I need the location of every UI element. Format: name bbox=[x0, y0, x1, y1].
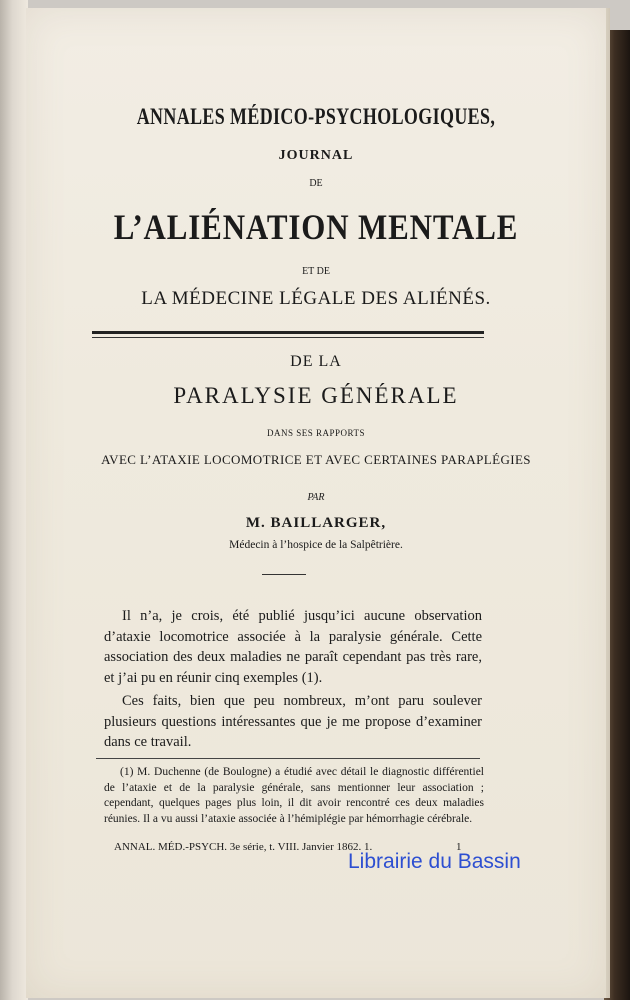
body-paragraph-1: Il n’a, je crois, été publié jusqu’ici aucune observation d’ataxie locomotrice associée à la paralysie générale. Cette association des deux maladies ne paraît cependant pas très rare, et j’ai pu en réunir cinq exemples (1). bbox=[104, 608, 482, 686]
journal-et-de: ET DE bbox=[302, 266, 330, 277]
journal-label: JOURNAL bbox=[278, 148, 354, 163]
article-de-la: DE LA bbox=[290, 353, 342, 370]
book-page bbox=[26, 8, 606, 998]
double-rule-thin bbox=[92, 337, 484, 338]
signature-text: ANNAL. MÉD.-PSYCH. 3e série, t. VIII. Janvier 1862. 1. bbox=[114, 841, 373, 853]
article-subtitle: AVEC L’ATAXIE LOCOMOTRICE ET AVEC CERTAINES PARAPLÉGIES bbox=[101, 452, 531, 467]
article-dans-ses-rapports: DANS SES RAPPORTS bbox=[267, 428, 365, 438]
footnote: (1) M. Duchenne (de Boulogne) a étudié avec détail le diagnostic différentiel de l’ataxie et de la paralysie générale, sans mentionner leur association ; cependant, quelques pages plus loin, il dit avoir rencontré ces deux maladies réunies. Il a vu aussi l’ataxie associée à l’hémiplégie par hémorrhagie cérébrale. bbox=[104, 766, 484, 825]
journal-subtitle: LA MÉDECINE LÉGALE DES ALIÉNÉS. bbox=[141, 288, 491, 309]
book-binding-left bbox=[0, 0, 28, 1000]
journal-main-title: L’ALIÉNATION MENTALE bbox=[113, 207, 519, 247]
article-par: PAR bbox=[307, 492, 325, 503]
journal-name: ANNALES MÉDICO-PSYCHOLOGIQUES, bbox=[136, 104, 496, 129]
body-paragraph-2: Ces faits, bien que peu nombreux, m’ont paru soulever plusieurs questions intéressantes que je me propose d’examiner dans ce travail. bbox=[104, 693, 482, 750]
author-role: Médecin à l’hospice de la Salpêtrière. bbox=[229, 539, 403, 551]
section-divider bbox=[262, 574, 306, 575]
watermark: Librairie du Bassin bbox=[348, 850, 521, 873]
double-rule-thick bbox=[92, 331, 484, 334]
page-number: 1 bbox=[456, 841, 462, 853]
footnote-rule bbox=[96, 758, 480, 759]
article-author: M. BAILLARGER, bbox=[245, 515, 387, 531]
journal-de: DE bbox=[309, 178, 323, 189]
article-title: PARALYSIE GÉNÉRALE bbox=[173, 383, 459, 408]
body-text bbox=[104, 606, 482, 753]
